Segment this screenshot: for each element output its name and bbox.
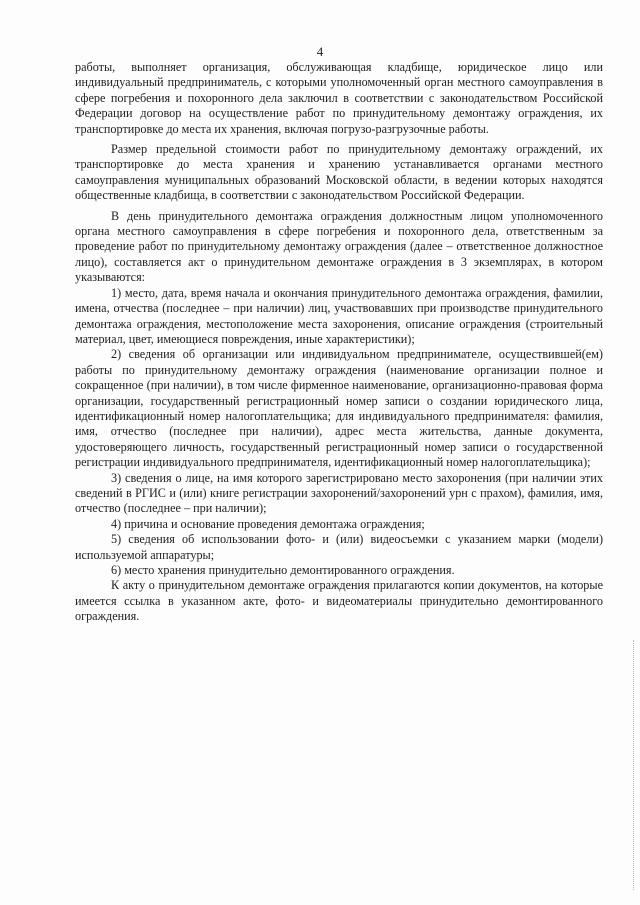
paragraph-attachments: К акту о принудительном демонтаже ограждения прилагаются копии документов, на которые имеется ссылка в указанном акте, фото- и видеоматериалы принудительно демонтированного ограждения. bbox=[75, 578, 603, 624]
list-item-4: 4) причина и основание проведения демонтажа ограждения; bbox=[111, 516, 425, 531]
list-item-6: 6) место хранения принудительно демонтированного ограждения. bbox=[111, 563, 455, 577]
scan-edge-artifact bbox=[632, 640, 634, 890]
paragraph-continuation: работы, выполняет организация, обслуживающая кладбище, юридическое лицо или индивидуальный предприниматель, с которыми уполномоченный орган местного самоуправления в сфере погребения и похоронного дела заключил в соответствии с законодательством Российской Федерации договор на осуществление работ по принудительному демонтажу ограждения, их транспортировке до места их хранения, включая погрузо-разгрузочные работы. bbox=[75, 60, 603, 136]
list-item-5: 5) сведения об использовании фото- и (или) видеосъемки с указанием марки (модели) используемой аппаратуры; bbox=[75, 532, 603, 562]
paragraph-act: В день принудительного демонтажа ограждения должностным лицом уполномоченного органа местного самоуправления в сфере погребения и похоронного дела, ответственным за проведение работ по принудительному демонтажу ограждения (далее – ответственное должностное лицо), составляется акт о принудительном демонтаже ограждения в 3 экземплярах, в котором указываются: bbox=[75, 208, 603, 285]
list-item-1: 1) место, дата, время начала и окончания принудительного демонтажа ограждения, фамилии, имена, отчества (последнее – при наличии) лиц, участвовавших при производстве принудительного демонтажа ограждения, местоположение места захоронения, описание ограждения (строительный материал, цвет, имеющиеся повреждения, иные характеристики); bbox=[75, 285, 603, 346]
document-body bbox=[75, 60, 603, 625]
list-item-2: 2) сведения об организации или индивидуальном предпринимателе, осуществившей(ем) работы по принудительному демонтажу ограждения (наименование организации полное и сокращенное (при наличии), в том числе фирменное наименование, организационно-правовая форма организации, государственный регистрационный номер записи о создании юридического лица, идентификационный номер налогоплательщика; для индивидуального предпринимателя: фамилия, имя, отчество (последнее при наличии), адрес места жительства, данные документа, удостоверяющего личность, государственный регистрационный номер записи о государственной регистрации индивидуального предпринимателя, идентификационный номер налогоплательщика); bbox=[75, 347, 603, 470]
page-number: 4 bbox=[316, 44, 324, 59]
paragraph-cost: Размер предельной стоимости работ по принудительному демонтажу ограждений, их транспортировке до места хранения и хранению устанавливается органами местного самоуправления муниципальных образований Московской области, в ведении которых находятся общественные кладбища, в соответствии с законодательством Российской Федерации. bbox=[75, 142, 603, 203]
list-item-3: 3) сведения о лице, на имя которого зарегистрировано место захоронения (при наличии этих сведений в РГИС и (или) книге регистрации захоронений/захоронений урн с прахом), фамилия, имя, отчество (последнее – при наличии); bbox=[75, 470, 603, 516]
